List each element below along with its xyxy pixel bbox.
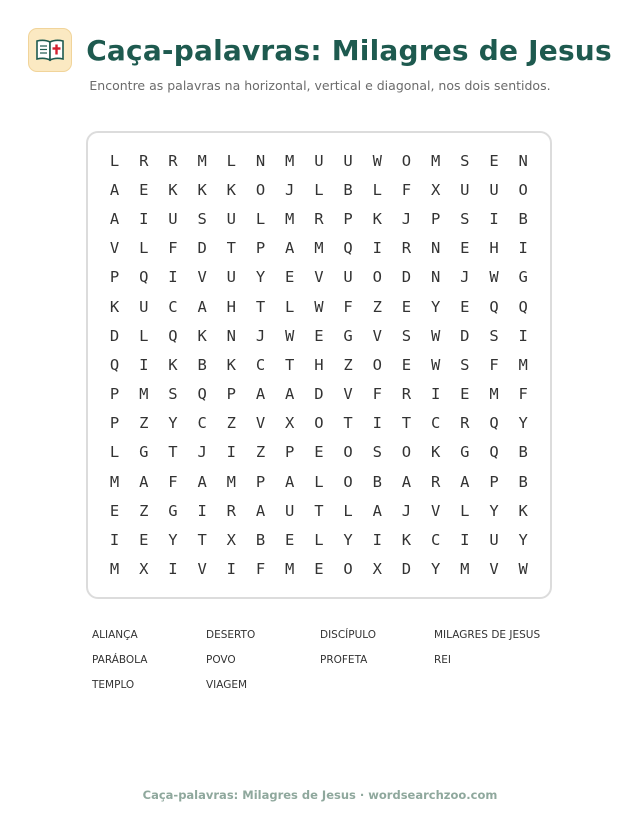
- grid-cell[interactable]: E: [285, 268, 295, 287]
- grid-cell[interactable]: A: [285, 472, 295, 491]
- grid-cell[interactable]: S: [168, 385, 178, 404]
- grid-cell[interactable]: Y: [255, 268, 266, 287]
- grid-cell[interactable]: Z: [343, 355, 353, 374]
- letter-grid: [100, 146, 538, 584]
- grid-cell[interactable]: Q: [168, 326, 178, 345]
- word-list: [92, 629, 562, 704]
- grid-cell[interactable]: M: [139, 385, 149, 404]
- grid-cell[interactable]: N: [255, 151, 266, 170]
- grid-cell[interactable]: P: [285, 443, 295, 462]
- grid-cell[interactable]: N: [226, 326, 237, 345]
- grid-cell[interactable]: M: [314, 239, 324, 258]
- grid-cell[interactable]: F: [489, 355, 499, 374]
- grid-cell[interactable]: L: [372, 180, 382, 199]
- grid-cell[interactable]: Y: [168, 531, 178, 550]
- grid-cell[interactable]: P: [109, 414, 120, 433]
- grid-cell[interactable]: Y: [430, 297, 441, 316]
- grid-cell[interactable]: L: [109, 443, 120, 462]
- grid-cell[interactable]: K: [430, 443, 441, 462]
- grid-cell[interactable]: I: [372, 414, 382, 433]
- grid-cell[interactable]: Y: [518, 531, 528, 550]
- grid-cell[interactable]: S: [489, 326, 499, 345]
- grid-cell[interactable]: D: [314, 385, 324, 404]
- grid-cell[interactable]: V: [314, 268, 324, 287]
- grid-cell[interactable]: O: [255, 180, 266, 199]
- grid-cell[interactable]: T: [401, 414, 412, 433]
- grid-cell[interactable]: Z: [139, 414, 149, 433]
- grid-cell[interactable]: B: [197, 355, 207, 374]
- grid-cell[interactable]: M: [285, 560, 295, 579]
- grid-cell[interactable]: T: [168, 443, 178, 462]
- grid-cell[interactable]: L: [255, 209, 266, 228]
- grid-cell[interactable]: O: [314, 414, 324, 433]
- grid-cell[interactable]: I: [460, 531, 470, 550]
- grid-cell[interactable]: Z: [255, 443, 266, 462]
- grid-cell[interactable]: U: [285, 501, 295, 520]
- grid-cell[interactable]: K: [518, 501, 528, 520]
- grid-cell[interactable]: Z: [139, 501, 149, 520]
- grid-cell[interactable]: E: [489, 151, 499, 170]
- grid-cell[interactable]: Q: [197, 385, 207, 404]
- grid-cell[interactable]: I: [168, 268, 178, 287]
- grid-cell[interactable]: F: [518, 385, 528, 404]
- grid-cell[interactable]: I: [197, 501, 207, 520]
- grid-cell[interactable]: K: [168, 180, 178, 199]
- grid-cell[interactable]: I: [139, 355, 149, 374]
- grid-cell[interactable]: M: [460, 560, 470, 579]
- grid-cell[interactable]: A: [197, 297, 207, 316]
- grid-cell[interactable]: G: [168, 501, 178, 520]
- grid-cell[interactable]: Q: [343, 239, 353, 258]
- grid-cell[interactable]: D: [109, 326, 120, 345]
- grid-cell[interactable]: X: [430, 180, 441, 199]
- grid-cell[interactable]: R: [226, 501, 237, 520]
- grid-cell[interactable]: W: [285, 326, 295, 345]
- grid-cell[interactable]: U: [489, 180, 499, 199]
- instructions: Encontre as palavras na horizontal, vertical e diagonal, nos dois sentidos.: [89, 78, 551, 93]
- grid-cell[interactable]: X: [285, 414, 295, 433]
- grid-cell[interactable]: M: [285, 209, 295, 228]
- grid-cell[interactable]: U: [139, 297, 149, 316]
- grid-cell[interactable]: O: [372, 268, 382, 287]
- grid-cell[interactable]: P: [226, 385, 237, 404]
- grid-cell[interactable]: J: [401, 209, 412, 228]
- grid-cell[interactable]: B: [343, 180, 353, 199]
- grid-cell[interactable]: I: [518, 239, 528, 258]
- grid-cell[interactable]: V: [255, 414, 266, 433]
- grid-cell[interactable]: V: [372, 326, 382, 345]
- grid-cell[interactable]: I: [372, 239, 382, 258]
- grid-cell[interactable]: M: [430, 151, 441, 170]
- grid-cell[interactable]: C: [430, 531, 441, 550]
- grid-cell[interactable]: R: [430, 472, 441, 491]
- grid-cell[interactable]: A: [285, 239, 295, 258]
- word-item: VIAGEM: [206, 679, 248, 691]
- grid-cell[interactable]: J: [401, 501, 412, 520]
- grid-cell[interactable]: L: [139, 239, 149, 258]
- grid-cell[interactable]: K: [109, 297, 120, 316]
- grid-cell[interactable]: K: [197, 180, 207, 199]
- grid-cell[interactable]: S: [460, 355, 470, 374]
- grid-cell[interactable]: S: [460, 209, 470, 228]
- grid-cell[interactable]: C: [168, 297, 178, 316]
- grid-cell[interactable]: A: [109, 180, 120, 199]
- grid-cell[interactable]: E: [314, 326, 324, 345]
- grid-cell[interactable]: L: [109, 151, 120, 170]
- grid-cell[interactable]: K: [226, 180, 237, 199]
- grid-cell[interactable]: U: [314, 151, 324, 170]
- grid-cell[interactable]: T: [197, 531, 207, 550]
- grid-cell[interactable]: U: [343, 268, 353, 287]
- grid-cell[interactable]: L: [314, 180, 324, 199]
- grid-cell[interactable]: I: [430, 385, 441, 404]
- grid-cell[interactable]: H: [489, 239, 499, 258]
- grid-cell[interactable]: P: [109, 385, 120, 404]
- grid-cell[interactable]: E: [139, 531, 149, 550]
- grid-cell[interactable]: K: [401, 531, 412, 550]
- word-item: MILAGRES DE JESUS: [434, 629, 541, 641]
- grid-cell[interactable]: W: [430, 355, 441, 374]
- grid-cell[interactable]: X: [372, 560, 382, 579]
- grid-cell[interactable]: R: [460, 414, 470, 433]
- grid-cell[interactable]: I: [518, 326, 528, 345]
- grid-cell[interactable]: A: [401, 472, 412, 491]
- grid-cell[interactable]: L: [314, 531, 324, 550]
- grid-cell[interactable]: V: [197, 268, 207, 287]
- word-item: REI: [434, 654, 452, 666]
- grid-cell[interactable]: R: [168, 151, 178, 170]
- grid-cell[interactable]: N: [430, 268, 441, 287]
- footer: Caça-palavras: Milagres de Jesus · wordsearchzoo.com: [142, 788, 498, 802]
- grid-cell[interactable]: A: [139, 472, 149, 491]
- grid-cell[interactable]: T: [285, 355, 295, 374]
- grid-cell[interactable]: U: [343, 151, 353, 170]
- grid-cell[interactable]: M: [226, 472, 237, 491]
- grid-cell[interactable]: F: [255, 560, 266, 579]
- grid-cell[interactable]: Q: [489, 297, 499, 316]
- grid-cell[interactable]: W: [430, 326, 441, 345]
- grid-cell[interactable]: S: [460, 151, 470, 170]
- word-item: DISCÍPULO: [320, 629, 377, 641]
- grid-cell[interactable]: G: [518, 268, 528, 287]
- grid-cell[interactable]: W: [314, 297, 324, 316]
- grid-cell[interactable]: L: [343, 501, 353, 520]
- grid-cell[interactable]: Y: [430, 560, 441, 579]
- grid-cell[interactable]: Y: [518, 414, 528, 433]
- grid-cell[interactable]: K: [372, 209, 382, 228]
- grid-cell[interactable]: O: [518, 180, 528, 199]
- grid-cell[interactable]: D: [401, 560, 412, 579]
- grid-cell[interactable]: Z: [226, 414, 237, 433]
- grid-cell[interactable]: R: [139, 151, 149, 170]
- grid-cell[interactable]: D: [460, 326, 470, 345]
- grid-cell[interactable]: F: [401, 180, 412, 199]
- grid-cell[interactable]: M: [197, 151, 207, 170]
- grid-cell[interactable]: P: [489, 472, 499, 491]
- grid-cell[interactable]: L: [226, 151, 237, 170]
- grid-cell[interactable]: P: [255, 472, 266, 491]
- grid-cell[interactable]: L: [139, 326, 149, 345]
- grid-cell[interactable]: Y: [343, 531, 353, 550]
- grid-cell[interactable]: U: [460, 180, 470, 199]
- grid-cell[interactable]: E: [285, 531, 295, 550]
- grid-cell[interactable]: K: [168, 355, 178, 374]
- grid-cell[interactable]: V: [489, 560, 499, 579]
- grid-cell[interactable]: Q: [109, 355, 120, 374]
- grid-cell[interactable]: U: [168, 209, 178, 228]
- grid-cell[interactable]: J: [255, 326, 266, 345]
- header: [0, 28, 640, 72]
- grid-cell[interactable]: O: [343, 472, 353, 491]
- grid-cell[interactable]: U: [226, 209, 237, 228]
- grid-cell[interactable]: T: [226, 239, 237, 258]
- grid-cell[interactable]: B: [518, 443, 528, 462]
- word-item: PROFETA: [320, 654, 368, 666]
- grid-cell[interactable]: X: [139, 560, 149, 579]
- grid-cell[interactable]: J: [285, 180, 295, 199]
- grid-cell[interactable]: O: [401, 443, 412, 462]
- grid-cell[interactable]: M: [518, 355, 528, 374]
- grid-cell[interactable]: E: [314, 560, 324, 579]
- grid-cell[interactable]: A: [255, 385, 266, 404]
- grid-cell[interactable]: A: [460, 472, 470, 491]
- grid-cell[interactable]: S: [401, 326, 412, 345]
- grid-cell[interactable]: Y: [489, 501, 499, 520]
- grid-cell[interactable]: Q: [489, 443, 499, 462]
- grid-cell[interactable]: A: [109, 209, 120, 228]
- grid-cell[interactable]: W: [372, 151, 382, 170]
- grid-cell[interactable]: F: [343, 297, 353, 316]
- grid-cell[interactable]: V: [109, 239, 120, 258]
- grid-cell[interactable]: D: [197, 239, 207, 258]
- grid-cell[interactable]: L: [285, 297, 295, 316]
- grid-cell[interactable]: M: [489, 385, 499, 404]
- grid-cell[interactable]: D: [401, 268, 412, 287]
- grid-cell[interactable]: P: [430, 209, 441, 228]
- grid-cell[interactable]: R: [401, 385, 412, 404]
- grid-cell[interactable]: I: [372, 531, 382, 550]
- page-title: Caça-palavras: Milagres de Jesus: [86, 33, 612, 67]
- grid-cell[interactable]: C: [255, 355, 266, 374]
- grid-cell[interactable]: F: [372, 385, 382, 404]
- grid-cell[interactable]: L: [460, 501, 470, 520]
- grid-cell[interactable]: M: [109, 472, 120, 491]
- grid-cell[interactable]: O: [372, 355, 382, 374]
- grid-cell[interactable]: I: [168, 560, 178, 579]
- grid-cell[interactable]: I: [109, 531, 120, 550]
- grid-cell[interactable]: I: [489, 209, 499, 228]
- grid-cell[interactable]: E: [139, 180, 149, 199]
- grid-cell[interactable]: O: [343, 443, 353, 462]
- grid-cell[interactable]: V: [343, 385, 353, 404]
- grid-cell[interactable]: T: [314, 501, 324, 520]
- grid-cell[interactable]: V: [197, 560, 207, 579]
- grid-cell[interactable]: B: [255, 531, 266, 550]
- grid-cell[interactable]: M: [285, 151, 295, 170]
- grid-cell[interactable]: W: [489, 268, 499, 287]
- grid-cell[interactable]: E: [460, 385, 470, 404]
- grid-cell[interactable]: V: [430, 501, 441, 520]
- grid-cell[interactable]: E: [314, 443, 324, 462]
- grid-cell[interactable]: H: [226, 297, 237, 316]
- grid-cell[interactable]: G: [139, 443, 149, 462]
- grid-cell[interactable]: Q: [518, 297, 528, 316]
- grid-cell[interactable]: I: [226, 443, 237, 462]
- grid-cell[interactable]: T: [255, 297, 266, 316]
- grid-cell[interactable]: Y: [168, 414, 178, 433]
- grid-cell[interactable]: A: [285, 385, 295, 404]
- grid-cell[interactable]: W: [518, 560, 528, 579]
- grid-cell[interactable]: F: [168, 472, 178, 491]
- grid-cell[interactable]: O: [343, 560, 353, 579]
- grid-cell[interactable]: C: [197, 414, 207, 433]
- grid-cell[interactable]: I: [226, 560, 237, 579]
- grid-cell[interactable]: P: [343, 209, 353, 228]
- grid-cell[interactable]: A: [255, 501, 266, 520]
- grid-cell[interactable]: U: [489, 531, 499, 550]
- grid-cell[interactable]: H: [314, 355, 324, 374]
- grid-cell[interactable]: B: [518, 209, 528, 228]
- word-item: ALIANÇA: [92, 629, 138, 641]
- grid-cell[interactable]: I: [139, 209, 149, 228]
- grid-cell[interactable]: K: [226, 355, 237, 374]
- grid-cell[interactable]: S: [372, 443, 382, 462]
- grid-cell[interactable]: E: [401, 355, 412, 374]
- grid-cell[interactable]: U: [226, 268, 237, 287]
- grid-cell[interactable]: S: [197, 209, 207, 228]
- grid-cell[interactable]: R: [314, 209, 324, 228]
- grid-cell[interactable]: E: [460, 239, 470, 258]
- word-item: PARÁBOLA: [92, 654, 148, 666]
- grid-cell[interactable]: A: [197, 472, 207, 491]
- word-item: POVO: [206, 654, 236, 666]
- grid-cell[interactable]: P: [109, 268, 120, 287]
- grid-cell[interactable]: Q: [139, 268, 149, 287]
- grid-cell[interactable]: F: [168, 239, 178, 258]
- grid-cell[interactable]: G: [460, 443, 470, 462]
- grid-cell[interactable]: Q: [489, 414, 499, 433]
- grid-cell[interactable]: L: [314, 472, 324, 491]
- grid-cell[interactable]: M: [109, 560, 120, 579]
- grid-cell[interactable]: C: [430, 414, 441, 433]
- grid-cell[interactable]: G: [343, 326, 353, 345]
- grid-cell[interactable]: K: [197, 326, 207, 345]
- grid-cell[interactable]: P: [255, 239, 266, 258]
- grid-cell[interactable]: B: [372, 472, 382, 491]
- grid-cell[interactable]: X: [226, 531, 237, 550]
- grid-cell[interactable]: E: [109, 501, 120, 520]
- grid-cell[interactable]: E: [401, 297, 412, 316]
- grid-cell[interactable]: R: [401, 239, 412, 258]
- grid-cell[interactable]: N: [518, 151, 528, 170]
- grid-cell[interactable]: E: [460, 297, 470, 316]
- grid-cell[interactable]: J: [197, 443, 207, 462]
- word-item: TEMPLO: [92, 679, 135, 691]
- word-item: DESERTO: [206, 629, 256, 641]
- grid-cell[interactable]: Z: [372, 297, 382, 316]
- grid-cell[interactable]: N: [430, 239, 441, 258]
- grid-cell[interactable]: A: [372, 501, 382, 520]
- grid-cell[interactable]: J: [460, 268, 470, 287]
- grid-cell[interactable]: O: [401, 151, 412, 170]
- grid-cell[interactable]: T: [343, 414, 353, 433]
- bible-book-icon: [28, 28, 72, 72]
- grid-cell[interactable]: B: [518, 472, 528, 491]
